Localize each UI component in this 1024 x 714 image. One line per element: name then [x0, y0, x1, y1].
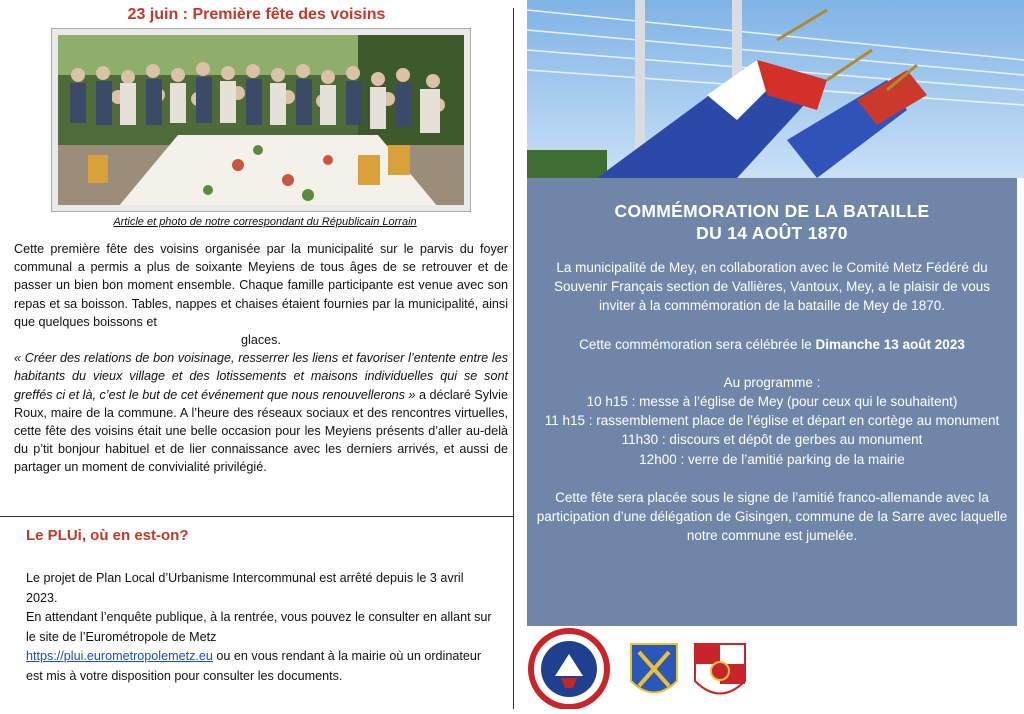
mayor-quote: « Créer des relations de bon voisinage, resserrer les liens et favoriser l’entente entre les habitants du vieux village et des lotissements et maisons individuelles qui se sont greffés ci et là, c’est le but de cet événement que nous renouvellerons » — [14, 351, 508, 402]
logos-strip — [527, 626, 1024, 709]
plui-paragraph-3 — [26, 647, 494, 686]
logos-image — [527, 626, 777, 709]
commemoration-panel — [527, 178, 1017, 626]
commemoration-title — [527, 200, 1017, 244]
program-item: 11 h15 : rassemblement place de l’église et départ en cortège au monument — [544, 413, 1000, 429]
group-photo — [51, 28, 471, 212]
article-title-plui: Le PLUi, où en est-on? — [26, 527, 189, 544]
plui-paragraph-2: En attendant l’enquête publique, à la rentrée, vous pouvez le consulter en allant sur le site de l’Eurométropole de Metz — [26, 610, 492, 644]
commemoration-date — [535, 335, 1009, 354]
commemoration-title-line-1: COMMÉMORATION DE LA BATAILLE — [614, 201, 930, 221]
program-title: Au programme : — [723, 374, 821, 390]
group-photo-image — [58, 35, 464, 205]
plui-paragraph-3-text: ou en vous rendant à la mairie où un ordinateur est mis à votre disposition pour consulter les documents. — [26, 649, 482, 683]
right-column — [527, 0, 1024, 709]
gisingen-coat-of-arms-icon — [695, 644, 745, 694]
section-divider — [0, 516, 513, 517]
plui-website-link[interactable]: https://plui.eurometropolemetz.eu — [26, 649, 213, 663]
commemoration-date-value: Dimanche 13 août 2023 — [815, 336, 965, 352]
article-quote-paragraph — [14, 349, 508, 476]
plui-body — [26, 569, 494, 686]
program-item: 10 h15 : messe à l’église de Mey (pour ceux qui le souhaitent) — [586, 394, 958, 410]
mey-coat-of-arms-icon — [631, 644, 677, 693]
plui-paragraph-1: Le projet de Plan Local d’Urbanisme Intercommunal est arrêté depuis le 3 avril 2023. — [26, 571, 464, 605]
program-item: 11h30 : discours et dépôt de gerbes au monument — [621, 432, 923, 448]
article-paragraph-end: glaces. — [241, 333, 281, 348]
commemoration-date-prefix: Cette commémoration sera célébrée le — [579, 336, 816, 352]
flags-photo — [527, 0, 1024, 178]
left-column — [0, 0, 513, 709]
closing-text: Cette fête sera placée sous le signe de l’amitié franco-allemande avec la participation d’une délégation de Gisingen, commune de la Sarre avec laquelle notre commune est jumelée. — [536, 489, 1008, 544]
souvenir-francais-logo — [531, 631, 607, 707]
photo-caption: Article et photo de notre correspondant du Républicain Lorrain — [113, 216, 417, 228]
flags-image — [527, 0, 1024, 178]
program-item: 12h00 : verre de l’amitié parking de la mairie — [639, 451, 905, 467]
column-divider — [513, 8, 514, 709]
article-paragraph-2: a déclaré Sylvie Roux, maire de la commune. A l’heure des réseaux sociaux et des rencontres virtuelles, cette fête des voisins était une belle occasion pour les Meyiens présents d’aller au-delà du p’tit bonjour habituel et de lier connaissance avec les derniers arrivés, et aussi de partager un moment de convivialité privilégié. — [14, 387, 508, 475]
commemoration-title-line-2: DU 14 AOÛT 1870 — [696, 223, 848, 243]
article-body — [14, 240, 508, 477]
commemoration-body — [535, 258, 1009, 545]
article-paragraph: Cette première fête des voisins organisée par la municipalité sur le parvis du foyer communal a permis a plus de soixante Meyiens de tous âges de se retrouver et de passer un bien bon moment ensemble. Chaque famille participante est venue avec son repas et sa boisson. Tables, nappes et chaises étaient fournies par la municipalité, ainsi que quelques boissons et — [14, 242, 508, 329]
article-title-fete-voisins: 23 juin : Première fête des voisins — [127, 6, 386, 23]
invitation-text: La municipalité de Mey, en collaboration avec le Comité Metz Fédéré du Souvenir Français section de Vallières, Vantoux, Mey, a le plaisir de vous inviter à la commémoration de la bataille de Mey de 1870. — [554, 260, 990, 314]
